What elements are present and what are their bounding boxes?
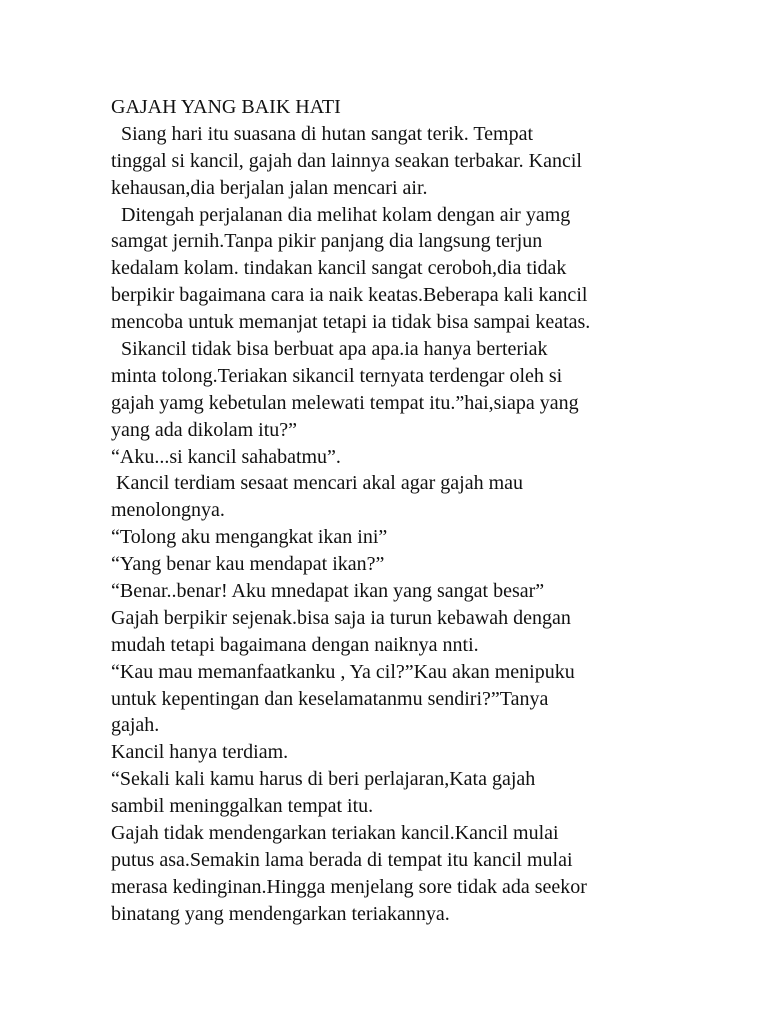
text-line: “Kau mau memanfaatkanku , Ya cil?”Kau akan menipuku (111, 660, 575, 683)
text-line: tinggal si kancil, gajah dan lainnya seakan terbakar. Kancil (111, 149, 582, 172)
text-line: menolongnya. (111, 499, 225, 522)
text-line: “Aku...si kancil sahabatmu”. (111, 445, 341, 468)
text-line: samgat jernih.Tanpa pikir panjang dia langsung terjun (111, 230, 543, 253)
text-line: “Tolong aku mengangkat ikan ini” (111, 526, 388, 549)
text-line: Kancil terdiam sesaat mencari akal agar gajah mau (111, 472, 524, 495)
text-line: Gajah tidak mendengarkan teriakan kancil.Kancil mulai (111, 822, 559, 845)
text-line: “Sekali kali kamu harus di beri perlajaran,Kata gajah (111, 768, 536, 791)
text-line: kehausan,dia berjalan jalan mencari air. (111, 176, 428, 199)
text-line: Siang hari itu suasana di hutan sangat terik. Tempat (111, 122, 534, 145)
text-line: “Yang benar kau mendapat ikan?” (111, 553, 385, 576)
text-line: yang ada dikolam itu?” (111, 418, 298, 441)
document-page (111, 94, 711, 928)
text-line: gajah. (111, 714, 160, 737)
text-line: berpikir bagaimana cara ia naik keatas.Beberapa kali kancil (111, 284, 588, 307)
text-line: putus asa.Semakin lama berada di tempat itu kancil mulai (111, 848, 573, 871)
text-line: “Benar..benar! Aku mnedapat ikan yang sangat besar” (111, 580, 545, 603)
text-line: mencoba untuk memanjat tetapi ia tidak bisa sampai keatas. (111, 311, 591, 334)
text-line: Gajah berpikir sejenak.bisa saja ia turun kebawah dengan (111, 606, 571, 629)
text-line: merasa kedinginan.Hingga menjelang sore tidak ada seekor (111, 875, 587, 898)
document-title: GAJAH YANG BAIK HATI (111, 96, 341, 118)
text-line: Kancil hanya terdiam. (111, 741, 289, 764)
text-line: sambil meninggalkan tempat itu. (111, 795, 374, 818)
text-line: untuk kepentingan dan keselamatanmu sendiri?”Tanya (111, 687, 549, 710)
text-line: gajah yamg kebetulan melewati tempat itu.”hai,siapa yang (111, 391, 579, 414)
text-line: Ditengah perjalanan dia melihat kolam dengan air yamg (111, 203, 571, 226)
text-line: binatang yang mendengarkan teriakannya. (111, 902, 450, 925)
text-line: minta tolong.Teriakan sikancil ternyata terdengar oleh si (111, 364, 563, 387)
text-line: kedalam kolam. tindakan kancil sangat ceroboh,dia tidak (111, 257, 567, 280)
text-line: Sikancil tidak bisa berbuat apa apa.ia hanya berteriak (111, 338, 548, 361)
text-line: mudah tetapi bagaimana dengan naiknya nnti. (111, 633, 479, 656)
